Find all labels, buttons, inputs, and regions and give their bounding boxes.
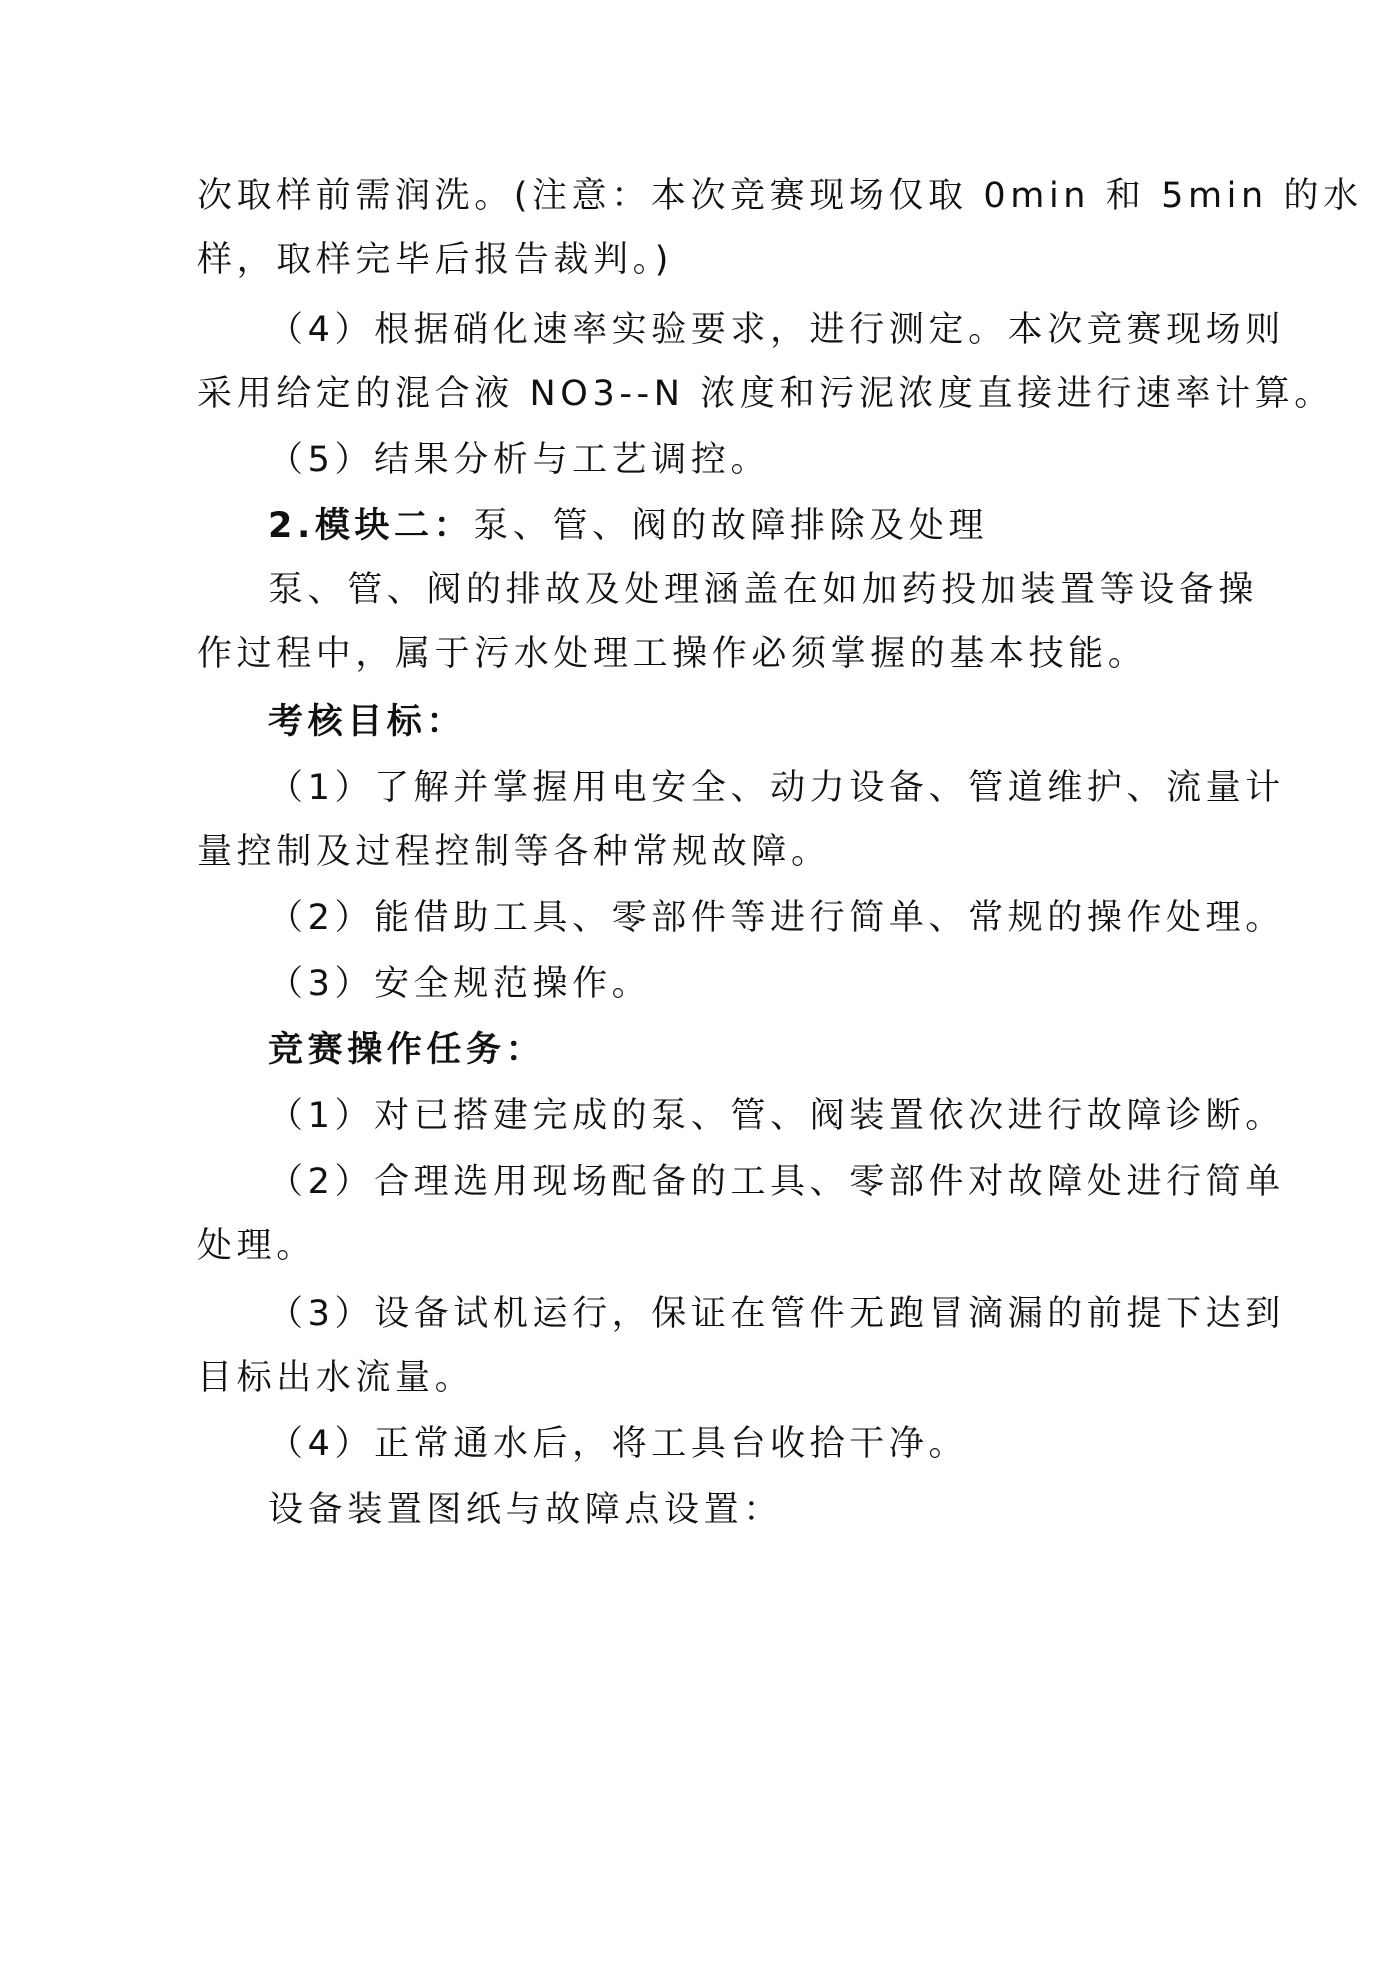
text-line: 泵、管、阀的排故及处理涵盖在如加药投加装置等设备操 <box>268 570 1259 610</box>
text-line: （5）结果分析与工艺调控。 <box>268 440 771 480</box>
text-line: （4）根据硝化速率实验要求，进行测定。本次竞赛现场则 <box>268 310 1285 350</box>
subheading-assessment-goals: 考核目标： <box>268 702 467 742</box>
section-heading-module-2 <box>268 494 1208 558</box>
text-line: 采用给定的混合液 NO3--N 浓度和污泥浓度直接进行速率计算。 <box>197 374 1334 414</box>
subheading-competition-tasks: 竞赛操作任务： <box>268 1030 546 1070</box>
text-line: 处理。 <box>197 1226 316 1266</box>
text-line: （4）正常通水后，将工具台收拾干净。 <box>268 1424 969 1464</box>
text-line: （1）了解并掌握用电安全、动力设备、管道维护、流量计 <box>268 768 1285 808</box>
text-line: 量控制及过程控制等各种常规故障。 <box>197 832 831 872</box>
text-line: （2）合理选用现场配备的工具、零部件对故障处进行简单 <box>268 1162 1285 1202</box>
text-line: 目标出水流量。 <box>197 1358 475 1398</box>
text-line: （3）设备试机运行，保证在管件无跑冒滴漏的前提下达到 <box>268 1294 1285 1334</box>
text-line: 样，取样完毕后报告裁判。) <box>197 240 673 280</box>
module-title: 泵、管、阀的故障排除及处理 <box>473 506 989 546</box>
text-line: 设备装置图纸与故障点设置： <box>268 1490 783 1530</box>
text-line: 作过程中，属于污水处理工操作必须掌握的基本技能。 <box>197 634 1148 674</box>
text-line: （3）安全规范操作。 <box>268 964 652 1004</box>
module-number: 2.模块二： <box>268 506 474 546</box>
text-line: （2）能借助工具、零部件等进行简单、常规的操作处理。 <box>268 898 1285 938</box>
text-line: （1）对已搭建完成的泵、管、阀装置依次进行故障诊断。 <box>268 1096 1285 1136</box>
text-line: 次取样前需润洗。(注意：本次竞赛现场仅取 0min 和 5min 的水 <box>197 176 1363 216</box>
